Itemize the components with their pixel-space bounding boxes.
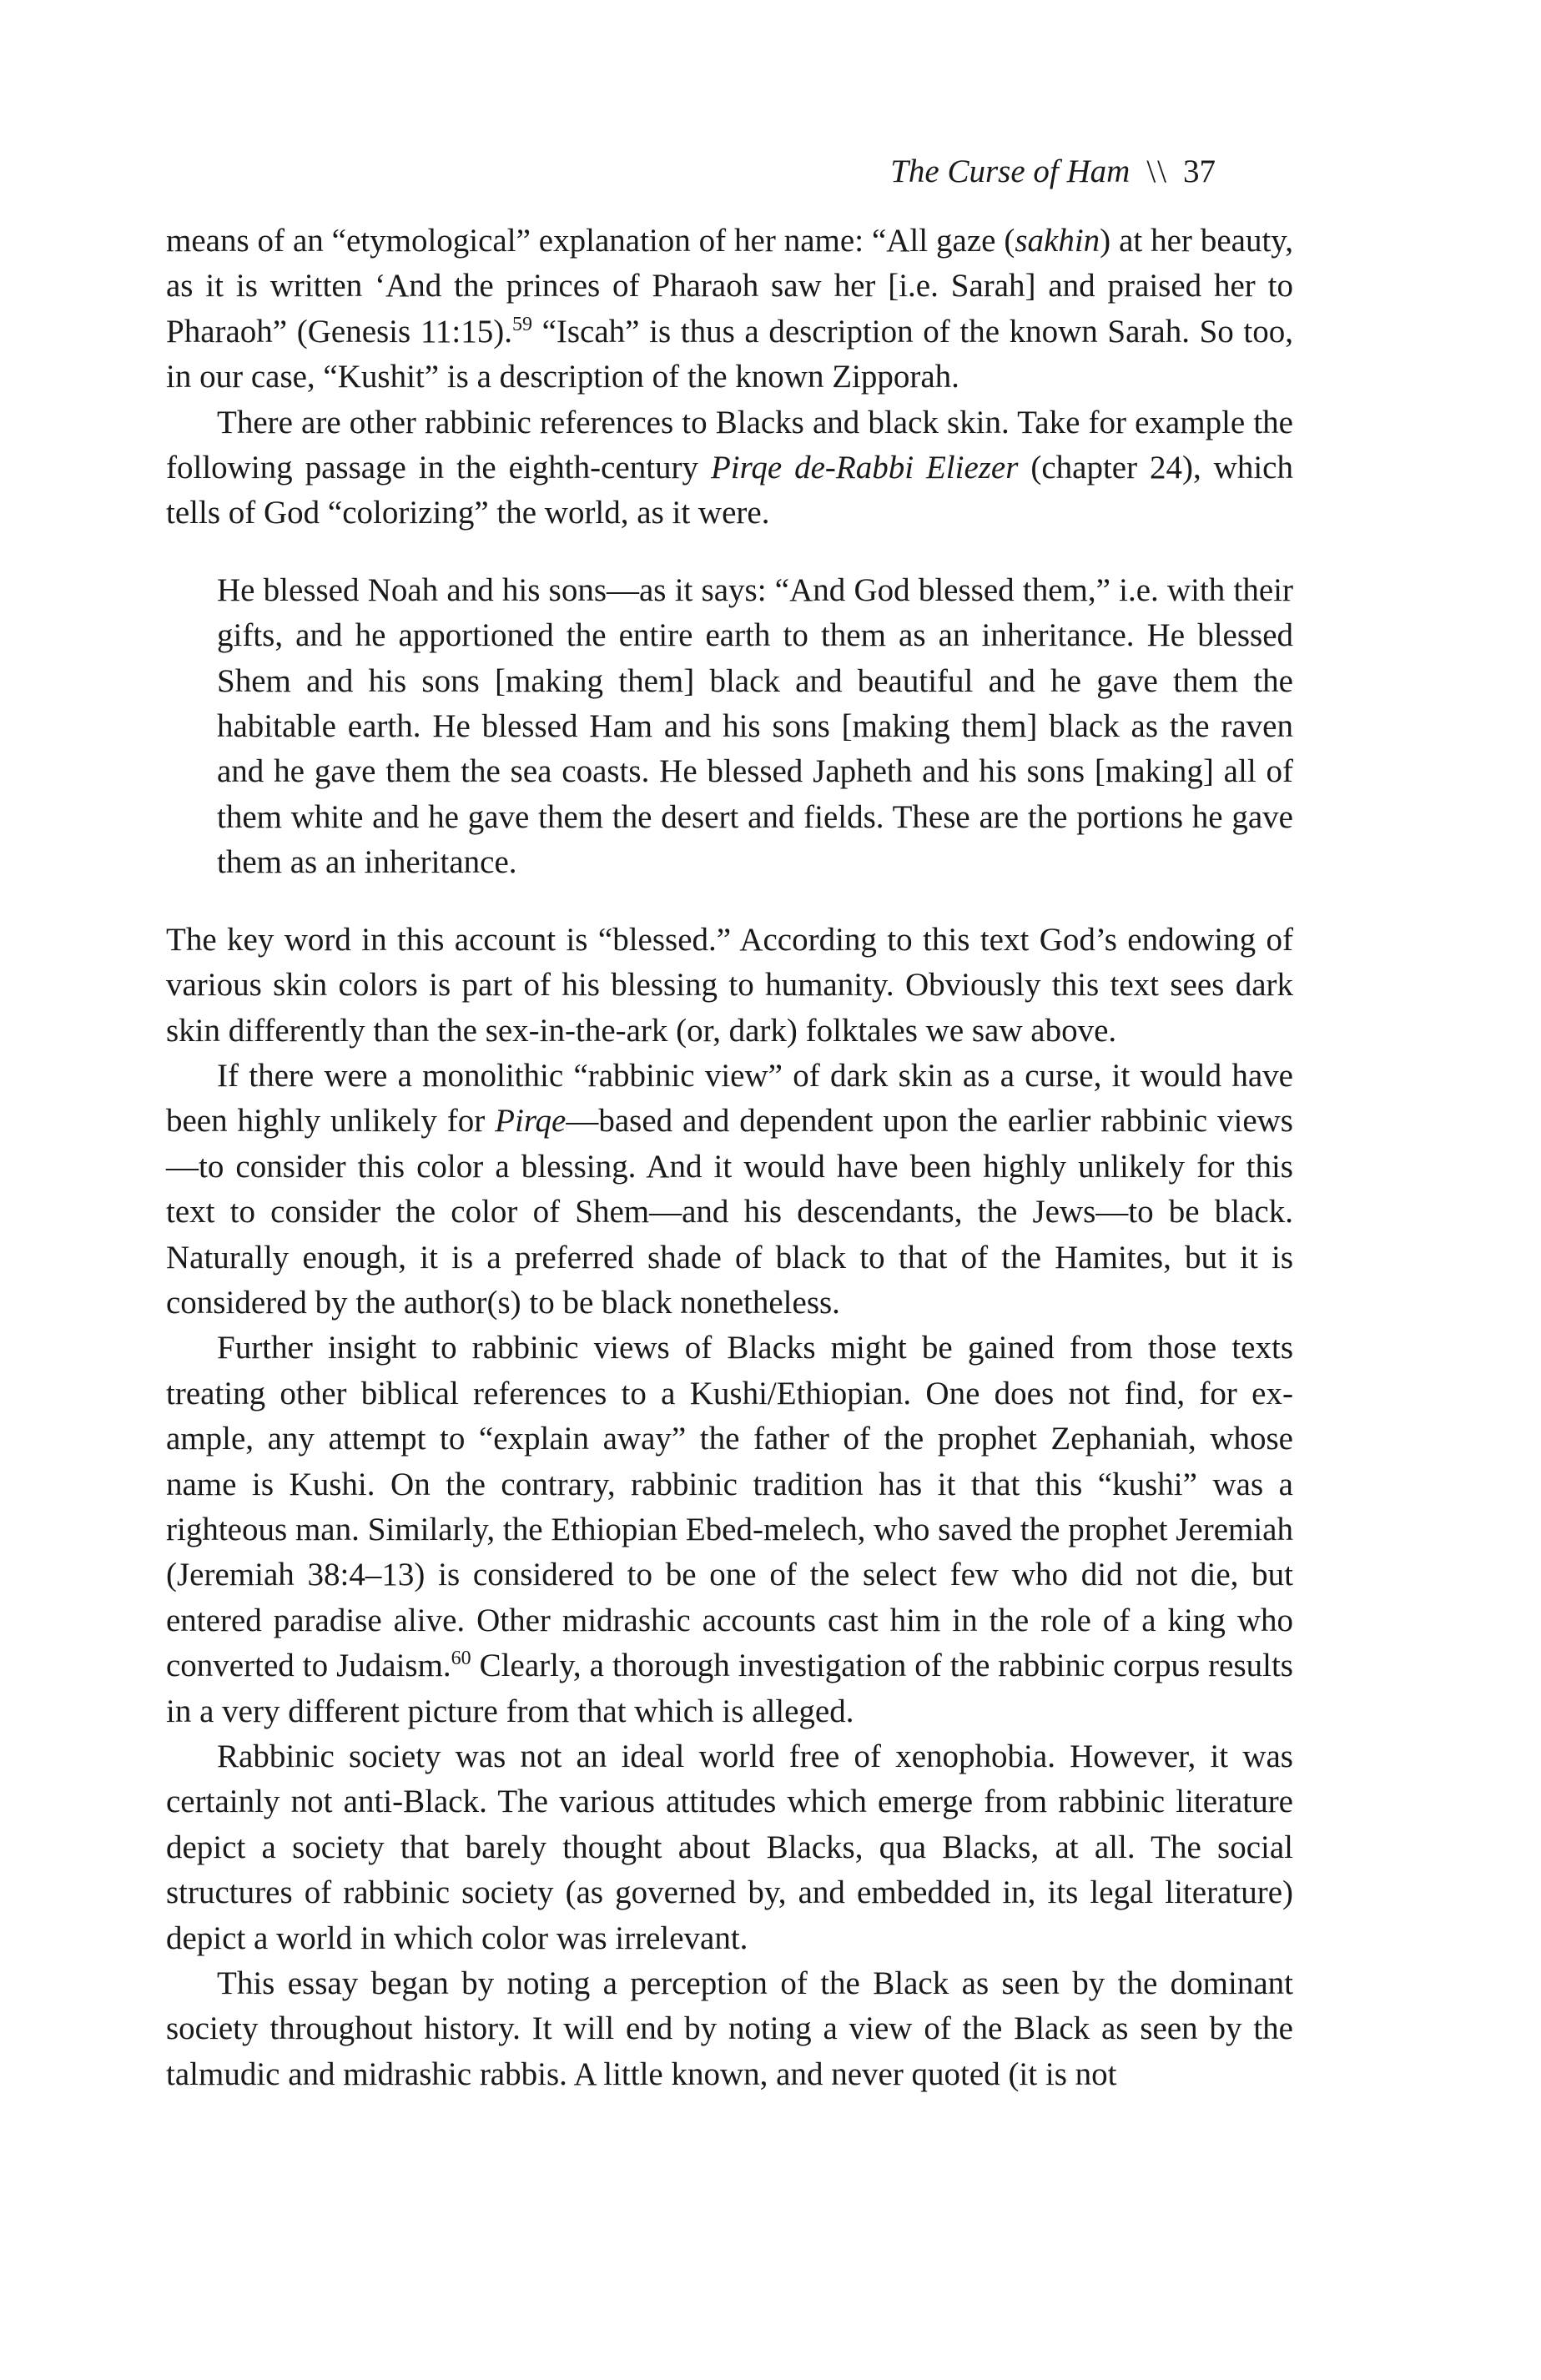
footnote-ref-59: 59 bbox=[511, 313, 532, 335]
footnote-ref-60: 60 bbox=[451, 1648, 471, 1670]
italic-term: sakhin bbox=[1015, 223, 1100, 259]
italic-title: Pirqe bbox=[495, 1103, 567, 1140]
header-separator: \\ bbox=[1146, 153, 1168, 189]
paragraph-7: This essay began by noting a perception of the Black as seen by the dominant society throughout history. It will end by noting a view of the Black as seen by the talmudic and midrashic rabbis. A little known, and never quoted (it is not bbox=[166, 1965, 1293, 2092]
italic-title: Pirqe de-Rabbi Eliezer bbox=[710, 450, 1019, 486]
page-number: 37 bbox=[1183, 153, 1216, 189]
paragraph-1: means of an “etymological” explanation of her name: “All gaze (sakhin) at her beauty, as it is written ‘And the princes of Pharaoh saw her [i.e. Sarah] and praised her to Pharaoh” (Genesis 11:15).$^{59}$ “Iscah” is thus a description of the known Sarah. So too, in our case, “Kushit” is a description of the known Zipporah. bbox=[166, 223, 1294, 395]
paragraph-5: Further insight to rabbinic views of Blacks might be gained from those texts treating other biblical references to a Kushi/Ethiopian. One does not find, for example, any attempt to “explain away” the father of the prophet Zephaniah, whose name is Kushi. On the contrary, rabbinic tradition has it that this “kushi” was a righteous man. Similarly, the Ethiopian Ebed-melech, who saved the prophet Jeremiah (Jeremiah 38:4–13) is considered to be one of the select few who did not die, but entered paradise alive. Other midrashic accounts cast him in the role of a king who converted to Judaism.$^{60}$ Clearly, a thorough investigation of the rabbinic corpus results in a very different picture from that which is alleged. bbox=[166, 1330, 1293, 1729]
paragraph-3: The key word in this account is “blessed.” According to this text God’s endowing of various skin colors is part of his blessing to humanity. Obviously this text sees dark skin differently than the sex-in-the-ark (or, dark) folktales we saw above. bbox=[166, 921, 1293, 1049]
running-title: The Curse of Ham bbox=[890, 153, 1131, 189]
body-text bbox=[166, 219, 1293, 2097]
running-header bbox=[890, 153, 1216, 190]
paragraph-4: If there were a monolithic “rabbinic view” of dark skin as a curse, it would have been highly unlikely for Pirqe—based and dependent upon the earlier rabbinic views—to consider this color a blessing. And it would have been highly unlikely for this text to consider the color of Shem—and his descendants, the Jews—to be black. Naturally enough, it is a preferred shade of black to that of the Hamites, but it is considered by the author(s) to be black nonetheless. bbox=[166, 1057, 1293, 1321]
paragraph-6: Rabbinic society was not an ideal world free of xenophobia. However, it was certainly not anti-Black. The various attitudes which emerge from rabbinic literature depict a society that barely thought about Blacks, qua Blacks, at all. The social structures of rabbinic society (as governed by, and embedded in, its legal literature) depict a world in which color was irrelevant. bbox=[166, 1738, 1293, 1956]
block-quote: He blessed Noah and his sons—as it says: “And God blessed them,” i.e. with their gifts, and he apportioned the entire earth to them as an inheritance. He blessed Shem and his sons [making them] black and beautiful and he gave them the habitable earth. He blessed Ham and his sons [making them] black as the raven and he gave them the sea coasts. He blessed Japheth and his sons [making] all of them white and he gave them the desert and fields. These are the portions he gave them as an inheritance. bbox=[217, 571, 1293, 881]
paragraph-2: There are other rabbinic references to Blacks and black skin. Take for example the following passage in the eighth-century Pirqe de-Rabbi Eliezer (chapter 24), which tells of God “colorizing” the world, as it were. bbox=[166, 404, 1293, 531]
